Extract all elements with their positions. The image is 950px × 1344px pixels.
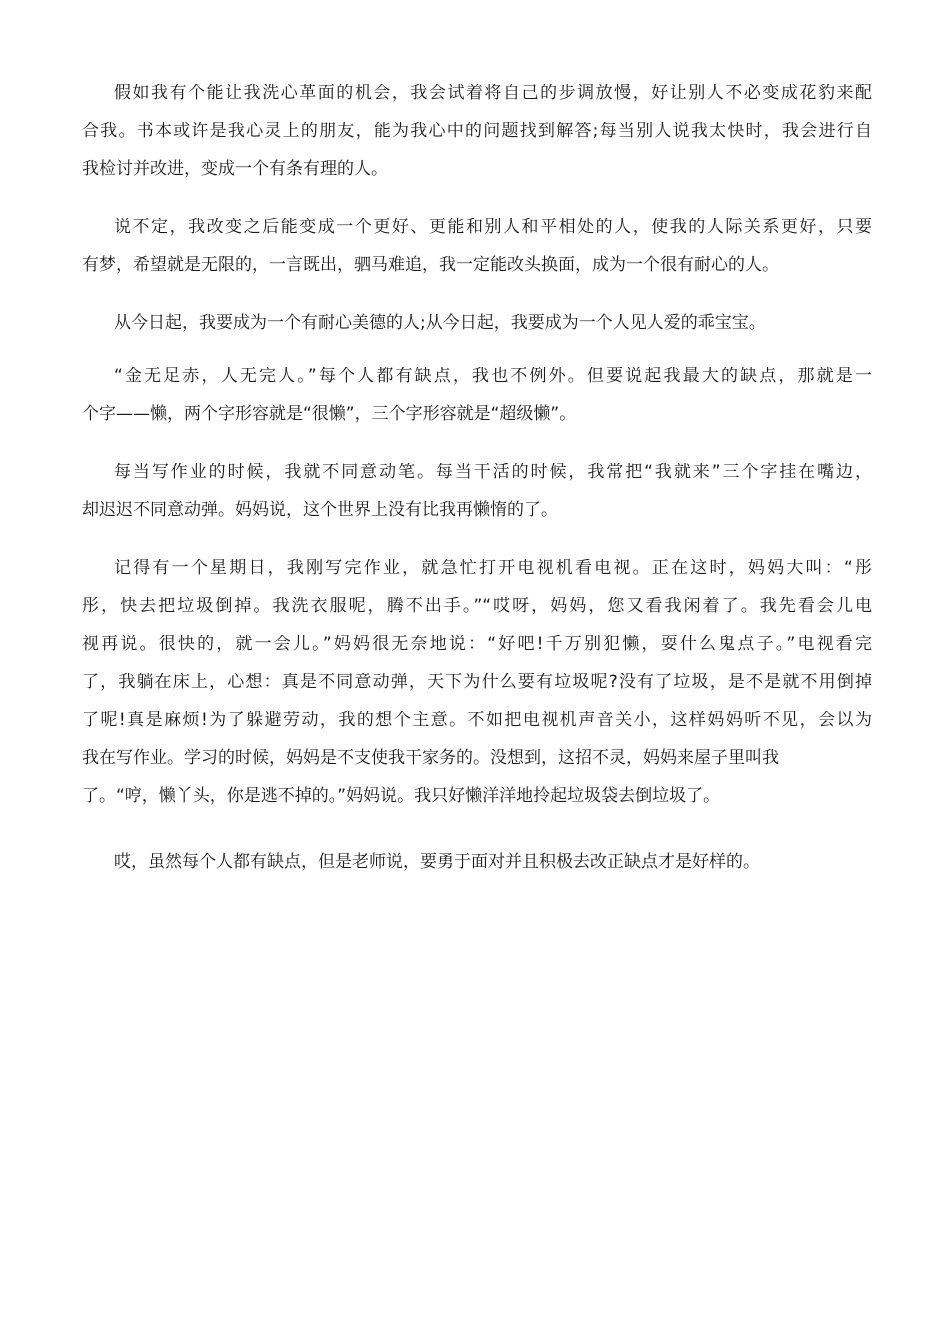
paragraph-line: 了，我躺在床上，心想：真是不同意动弹，天下为什么要有垃圾呢?没有了垃圾，是不是就不用倒掉 — [82, 673, 872, 691]
paragraph-1 — [82, 84, 872, 178]
paragraph-line: 却迟迟不同意动弹。妈妈说，这个世界上没有比我再懒惰的了。 — [82, 500, 558, 520]
paragraph-line: 说不定，我改变之后能变成一个更好、更能和别人和平相处的人，使我的人际关系更好，只要 — [114, 218, 872, 236]
paragraph-line: 我在写作业。学习的时候，妈妈是不支使我干家务的。没想到，这招不灵，妈妈来屋子里叫我 — [82, 748, 779, 768]
paragraph-3 — [82, 314, 872, 332]
paragraph-line: 假如我有个能让我洗心革面的机会，我会试着将自己的步调放慢，好让别人不必变成花豹来配 — [114, 84, 872, 102]
paragraph-line: 每当写作业的时候，我就不同意动笔。每当干活的时候，我常把“我就来”三个字挂在嘴边， — [114, 463, 872, 481]
paragraph-2 — [82, 218, 872, 274]
paragraph-6 — [82, 559, 872, 805]
paragraph-line: 彤，快去把垃圾倒掉。我洗衣服呢，腾不出手。”“哎呀，妈妈，您又看我闲着了。我先看会儿电 — [82, 597, 872, 615]
paragraph-line: 哎，虽然每个人都有缺点，但是老师说，要勇于面对并且积极去改正缺点才是好样的。 — [114, 852, 760, 872]
paragraph-line: 了呢!真是麻烦!为了躲避劳动，我的想个主意。不如把电视机声音关小，这样妈妈听不见，会以为 — [82, 711, 872, 729]
paragraph-line: 有梦，希望就是无限的，一言既出，驷马难追，我一定能改头换面，成为一个很有耐心的人。 — [82, 255, 779, 275]
paragraph-line: 合我。书本或许是我心灵上的朋友，能为我心中的问题找到解答;每当别人说我太快时，我会进行自 — [82, 122, 872, 140]
paragraph-line: 个字——懒，两个字形容就是“很懒”，三个字形容就是“超级懒”。 — [82, 404, 577, 424]
paragraph-line: 记得有一个星期日，我刚写完作业，就急忙打开电视机看电视。正在这时，妈妈大叫：“彤 — [114, 559, 872, 577]
paragraph-line: 我检讨并改进，变成一个有条有理的人。 — [82, 159, 388, 179]
paragraph-line: 视再说。很快的，就一会儿。”妈妈很无奈地说：“好吧!千万别犯懒，耍什么鬼点子。”电视看完 — [82, 635, 872, 653]
paragraph-7 — [82, 853, 872, 871]
paragraph-4 — [82, 367, 872, 423]
paragraph-5 — [82, 463, 872, 519]
paragraph-line: 了。“哼，懒丫头，你是逃不掉的。”妈妈说。我只好懒洋洋地拎起垃圾袋去倒垃圾了。 — [82, 786, 721, 806]
paragraph-line: “金无足赤，人无完人。”每个人都有缺点，我也不例外。但要说起我最大的缺点，那就是一 — [114, 367, 872, 385]
paragraph-line: 从今日起，我要成为一个有耐心美德的人;从今日起，我要成为一个人见人爱的乖宝宝。 — [114, 313, 766, 333]
